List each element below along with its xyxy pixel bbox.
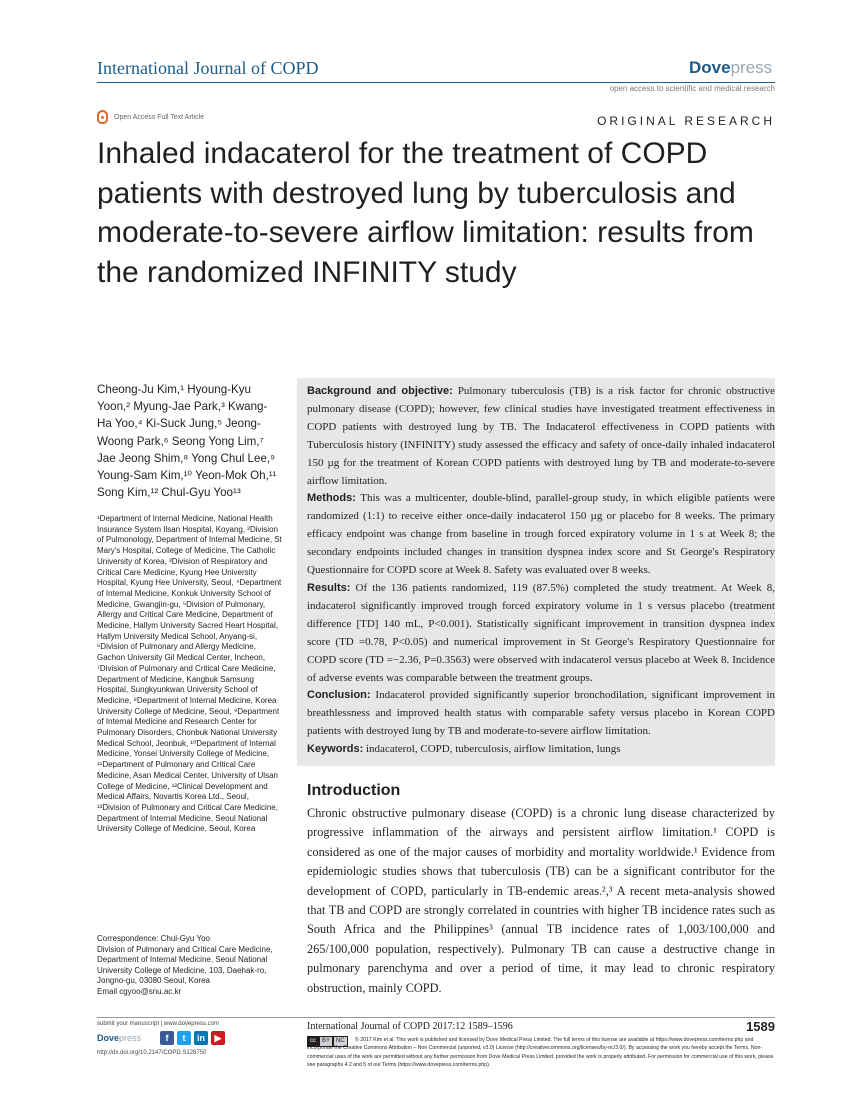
publisher-logo-bold: Dove [689, 58, 731, 77]
abstract-methods-text: This was a multicenter, double-blind, parallel-group study, in which eligible patients were randomized (1:1) to receive either once-daily indacaterol 150 µg or placebo for 8 weeks. The primary efficacy endpoint was change from baseline in trough forced expiratory volume in 1 s at Week 8; the secondary endpoints included changes in transition dyspnea index score and St George's Respiratory Questionnaire for COPD score at Week 8. Safety was evaluated over 8 weeks. [307, 492, 775, 577]
submit-manuscript-link[interactable]: submit your manuscript | www.dovepress.com [97, 1021, 219, 1027]
abstract-results-label: Results: [307, 581, 351, 594]
correspondence-address: Division of Pulmonary and Critical Care Medicine, Department of Internal Medicine, Seoul National University College of Medicine, 103, Daehak-ro, Jongno-gu, 03080 Seoul, Korea [97, 944, 273, 986]
introduction-text: Chronic obstructive pulmonary disease (COPD) is a chronic lung disease characterized by progressive inflammation of the airways and persistent airflow limitation.¹ COPD is considered as one of the major causes of morbidity and mortality worldwide.¹ Evidence from epidemiologic studies shows that tuberculosis (TB) can be a significant contributor for the development of COPD, particularly in TB-endemic areas.²,³ A recent meta-analysis showed that TB and COPD are strongly correlated in countries with higher TB incidence rates such as South Africa and the Philippines³ (annual TB incidence rates of 1,003/100,000 and 265/100,000 population, respectively). Pulmonary TB can cause a destructive change in pulmonary parenchyma and over a period of time, it may lead to chronic respiratory obstruction, mainly COPD. [307, 806, 775, 995]
open-access-badge [97, 110, 204, 124]
correspondence-name: Correspondence: Chul-Gyu Yoo [97, 934, 210, 943]
abstract-conclusion-text: Indacaterol provided significantly superior bronchodilation, significant improvement in breathlessness and improved health status with comparable safety versus placebo in Korean COPD patients with destroyed lung by TB and moderate-to-severe airflow limitation. [307, 689, 776, 738]
abstract-methods [307, 490, 775, 580]
article-title: Inhaled indacaterol for the treatment of COPD patients with destroyed lung by tuberculosis and moderate-to-severe airflow limitation: results from the randomized INFINITY study [97, 137, 754, 289]
correspondence [97, 934, 287, 998]
abstract-methods-label: Methods: [307, 492, 356, 505]
youtube-icon[interactable]: ▶ [211, 1031, 225, 1045]
abstract-conclusion [307, 687, 775, 741]
license-text: © 2017 Kim et al. This work is published and licensed by Dove Medical Press Limited. The full terms of this license are available at https://www.dovepress.com/terms.php and incorporate the Creative Commons Attribution – Non Commercial (unported, v3.0) License (http://creativecommons.org/licenses/by-nc/3.0/). By accessing the work you hereby accept the Terms. Non-commercial uses of the work are permitted without any further permission from Dove Medical Press Limited, provided the work is properly attributed. For permission for commercial use of this work, please see paragraphs 4.2 and 5 of our Terms (https://www.dovepress.com/terms.php). [307, 1037, 774, 1069]
open-access-label: Open Access Full Text Article [114, 113, 205, 121]
abstract-results-text: Of the 136 patients randomized, 119 (87.5%) completed the study treatment. At Week 8, indacaterol significantly improved trough forced expiratory volume in 1 s versus placebo (treatment difference [TD] 140 mL, P<0.001). Statistically significant improvement in transition dyspnea index score (TD =0.78, P<0.05) and numerical improvement in St George's Respiratory Questionnaire for COPD score (TD =−2.36, P=0.3563) were observed with indacaterol versus placebo at Week 8. Incidence of adverse events was comparable between the treatment groups. [307, 581, 775, 684]
twitter-icon[interactable]: t [177, 1031, 191, 1045]
social-links [160, 1031, 225, 1045]
article-category: ORIGINAL RESEARCH [597, 114, 775, 128]
linkedin-icon[interactable]: in [194, 1031, 208, 1045]
footer-rule [97, 1017, 775, 1018]
abstract-background-label: Background and objective: [307, 385, 453, 397]
open-access-icon [97, 110, 108, 124]
publisher-tagline: open access to scientific and medical research [609, 84, 775, 93]
introduction-heading: Introduction [307, 782, 401, 799]
abstract-keywords-text: indacaterol, COPD, tuberculosis, airflow limitation, lungs [366, 743, 621, 756]
publisher-logo-light: press [730, 58, 773, 77]
affiliations: ¹Department of Internal Medicine, National Health Insurance System Ilsan Hospital, Koyang, ²Division of Pulmonology, Department of Internal Medicine, St Mary's Hospital, College of Medicine, The Catholic University of Korea, ³Division of Respiratory and Critical Care Medicine, Kyung Hee University Hospital, Kyung Hee University, Seoul, ⁴Department of Internal Medicine, Konkuk University School of Medicine, Gwangjin-gu, ⁵Division of Pulmonary, Allergy and Critical Care Medicine, Department of Medicine, Hallym University Sacred Heart Hospital, Hallym University Medical School, Anyang-si, ⁶Division of Pulmonary and Allergy Medicine, Gachon University Gil Medical Center, Incheon, ⁷Division of Pulmonary and Critical Care Medicine, Department of Medicine, Kangbuk Samsung Hospital, Sungkyunkwan University School of Medicine, ⁸Department of Internal Medicine, Korea University College of Medicine, Seoul, ⁹Department of Internal Medicine and Research Center for Pulmonary Disorders, Chonbuk National University Medical School, Jeonbuk, ¹⁰Department of Internal Medicine, Yonsei University College of Medicine, ¹¹Department of Pulmonary and Critical Care Medicine, Asan Medical Center, University of Ulsan College of Medicine, ¹²Clinical Development and Medical Affairs, Novartis Korea Ltd., Seoul, ¹³Division of Pulmonary and Critical Care Medicine, Department of Internal Medicine, Seoul National University College of Medicine, Seoul, Korea [97, 514, 282, 834]
abstract-background [307, 383, 775, 490]
abstract-background-text: Pulmonary tuberculosis (TB) is a risk factor for chronic obstructive pulmonary disease (COPD); however, few clinical studies have investigated treatment effectiveness in COPD patients with destroyed lung by TB. The Indacaterol effectiveness in COPD patients with Tuberculosis history (INFINITY) study assessed the efficacy and safety of once-daily inhaled indacaterol 150 µg for the treatment of Korean COPD patients with destroyed lung by TB and moderate-to-severe airflow limitation. [307, 385, 775, 487]
journal-name: International Journal of COPD [97, 58, 319, 78]
author-list: Cheong-Ju Kim,¹ Hyoung-Kyu Yoon,² Myung-Jae Park,³ Kwang-Ha Yoo,⁴ Ki-Suck Jung,⁵ Jeong-Woong Park,⁶ Seong Yong Lim,⁷ Jae Jeong Shim,⁸ Yong Chul Lee,⁹ Young-Sam Kim,¹⁰ Yeon-Mok Oh,¹¹ Song Kim,¹² Chul-Gyu Yoo¹³ [97, 383, 277, 500]
abstract-keywords-label: Keywords: [307, 743, 364, 756]
nc-badge-label: NC [333, 1036, 348, 1047]
by-badge-label: BY [319, 1036, 333, 1047]
header-rule [97, 82, 775, 83]
citation: International Journal of COPD 2017:12 1589–1596 [307, 1021, 513, 1032]
facebook-icon[interactable]: f [160, 1031, 174, 1045]
publisher-logo[interactable] [689, 58, 772, 78]
footer-publisher-logo[interactable] [97, 1033, 141, 1043]
footer-logo-light: press [119, 1033, 142, 1043]
abstract-conclusion-label: Conclusion: [307, 689, 371, 702]
page-number: 1589 [746, 1019, 775, 1034]
doi-link[interactable]: http://dx.doi.org/10.2147/COPD.S128750 [97, 1050, 207, 1056]
abstract-keywords [307, 741, 775, 759]
footer-logo-bold: Dove [97, 1033, 120, 1043]
cc-badge-label: cc [307, 1036, 319, 1047]
abstract-results [307, 580, 775, 687]
correspondence-email[interactable]: Email cgyoo@snu.ac.kr [97, 986, 182, 996]
abstract [307, 383, 775, 759]
